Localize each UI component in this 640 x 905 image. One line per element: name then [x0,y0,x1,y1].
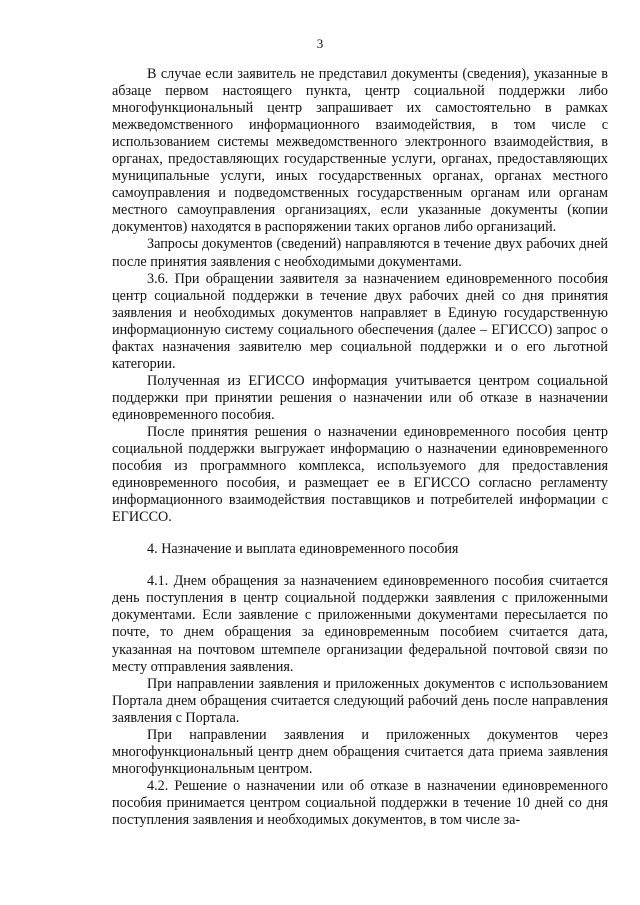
paragraph-egisso-upload: После принятия решения о назначении единовременного пособия центр социальной поддержки выгружает информацию о назначении единовременного пособия из программного комплекса, используемого для предоставления единовременного пособия, и размещает ее в ЕГИССО согласно регламенту информационного взаимодействия поставщиков и потребителей информации с ЕГИССО. [112,423,608,526]
section-heading: 4. Назначение и выплата единовременного пособия [147,541,459,558]
page-number: 3 [316,36,324,51]
paragraph-portal-submission: При направлении заявления и приложенных документов с использованием Портала днем обращения считается следующий рабочий день после направления заявления с Портала. [112,675,608,726]
paragraph-3-6: 3.6. При обращении заявителя за назначением единовременного пособия центр социальной поддержки в течение двух рабочих дней со дня принятия заявления и необходимых документов направляет в Единую государственную информационную систему социального обеспечения (далее – ЕГИССО) запрос о фактах назначения заявителю мер социальной поддержки и о его льготной категории. [112,270,608,372]
paragraph-interagency-requests: В случае если заявитель не представил документы (сведения), указанные в абзаце первом настоящего пункта, центр социальной поддержки либо многофункциональный центр запрашивает их самостоятельно в рамках межведомственного информационного взаимодействия, в том числе с использованием системы межведомственного электронного взаимодействия, в органах, предоставляющих государственные услуги, органах, предоставляющих муниципальные услуги, иных государственных органах, органах местного самоуправления и подведомственных государственным органам или органам местного самоуправления организациях, если указанные документы (копии документов) находятся в распоряжении таких органов либо организаций. [112,66,608,236]
document-body [112,66,608,829]
paragraph-mfc-submission: При направлении заявления и приложенных документов через многофункциональный центр днем обращения считается дата приема заявления многофункциональным центром. [112,726,608,777]
paragraph-4-2: 4.2. Решение о назначении или об отказе в назначении единовременного пособия принимается центром социальной поддержки в течение 10 дней со дня поступления заявления и необходимых документов, в том числе за- [112,777,608,828]
paragraph-egisso-info-usage: Полученная из ЕГИССО информация учитывается центром социальной поддержки при принятии решения о назначении или об отказе в назначении единовременного пособия. [112,372,608,423]
paragraph-request-deadline: Запросы документов (сведений) направляются в течение двух рабочих дней после принятия заявления с необходимыми документами. [112,236,608,270]
paragraph-4-1: 4.1. Днем обращения за назначением единовременного пособия считается день поступления в центр социальной поддержки заявления с приложенными документами. Если заявление с приложенными документами пересылается по почте, то днем обращения за единовременным пособием считается дата, указанная на почтовом штемпеле организации федеральной почтовой связи по месту отправления заявления. [112,573,608,675]
